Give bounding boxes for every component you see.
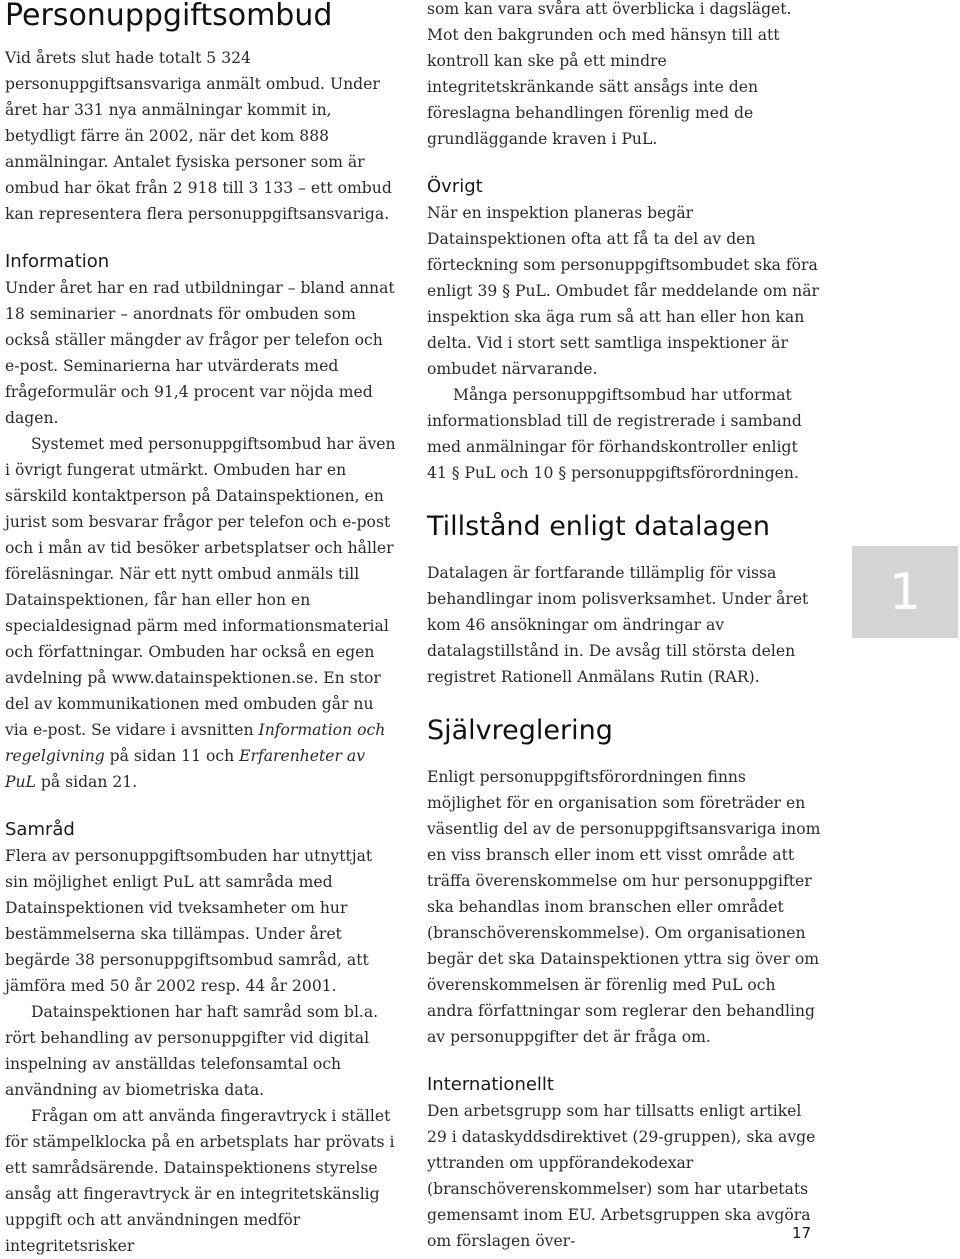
section-title: Personuppgiftsombud: [5, 0, 333, 33]
information-heading: Information: [5, 251, 110, 272]
ovrigt-paragraph-2: Många personuppgiftsombud har utformat informationsblad till de registrerade i samband med anmälningar för förhandskontroller enligt 41 § PuL och 10 § personuppgiftsförordningen.: [427, 386, 802, 482]
chapter-tab: 1: [852, 546, 958, 638]
page-number: 17: [792, 1224, 812, 1242]
information-reference-1: Information och regelgivning: [5, 721, 386, 765]
sjalvreglering-heading: Självreglering: [427, 715, 613, 746]
internationellt-paragraph: Den arbetsgrupp som har tillsatts enligt artikel 29 i dataskyddsdirektivet (29-gruppen), ska avge yttranden om uppförandekodexar (branschöverenskommelser) som har utarbetats gemensamt inom EU. Arbetsgruppen ska avgöra om förslagen över-: [427, 1102, 816, 1250]
internationellt-heading: Internationellt: [427, 1074, 554, 1095]
left-column: [5, 0, 397, 1259]
sjalvreglering-paragraph: Enligt personuppgiftsförordningen finns möjlighet för en organisation som företräder en väsentlig del av de personuppgiftsansvariga inom en viss bransch eller inom ett visst område att träffa överenskommelse om hur personuppgifter ska behandlas inom branschen eller området (branschöverenskommelse). Om organisationen begär det ska Datainspektionen yttra sig över om överenskommelsen är förenlig med PuL och andra författningar som reglerar den behandling av personuppgifter det är fråga om.: [427, 768, 821, 1046]
continued-paragraph: som kan vara svåra att överblicka i dagsläget. Mot den bakgrunden och med hänsyn till att kontroll kan ske på ett mindre integritetskränkande sätt ansågs inte den föreslagna behandlingen förenlig med de grundläggande kraven i PuL.: [427, 0, 792, 148]
tillstand-heading: Tillstånd enligt datalagen: [427, 511, 770, 542]
tillstand-paragraph: Datalagen är fortfarande tillämplig för vissa behandlingar inom polisverksamhet. Under året kom 46 ansökningar om ändringar av datalagstillstånd in. De avsåg till största delen registret Rationell Anmälans Rutin (RAR).: [427, 564, 809, 686]
information-text-end: på sidan 21.: [35, 773, 138, 791]
samrad-heading: Samråd: [5, 819, 75, 840]
ovrigt-paragraph-1: När en inspektion planeras begär Datainspektionen ofta att få ta del av den förteckning som personuppgiftsombudet ska föra enligt 39 § PuL. Ombudet får meddelande om när inspektion ska äga rum så att han eller hon kan delta. Vid i stort sett samtliga inspektioner är ombudet närvarande.: [427, 204, 819, 378]
samrad-paragraph-2: Datainspektionen har haft samråd som bl.a. rört behandling av personuppgifter vid digital inspelning av anställdas telefonsamtal och användning av biometriska data.: [5, 1003, 379, 1099]
information-reference-2: Erfarenheter av PuL: [5, 747, 366, 791]
intro-paragraph: Vid årets slut hade totalt 5 324 personuppgiftsansvariga anmält ombud. Under året har 331 nya anmälningar kommit in, betydligt färre än 2002, när det kom 888 anmälningar. Antalet fysiska personer som är ombud har ökat från 2 918 till 3 133 – ett ombud kan representera flera personuppgiftsansvariga.: [5, 49, 392, 223]
right-column: [427, 0, 822, 1254]
information-paragraph-2: [5, 431, 397, 795]
samrad-paragraph-1: Flera av personuppgiftsombuden har utnyttjat sin möjlighet enligt PuL att samråda med Datainspektionen vid tveksamheter om hur bestämmelserna ska tillämpas. Under året begärde 38 personuppgiftsombud samråd, att jämföra med 50 år 2002 resp. 44 år 2001.: [5, 847, 373, 995]
information-text-mid: på sidan 11 och: [104, 747, 240, 765]
ovrigt-heading: Övrigt: [427, 176, 483, 197]
information-text: Systemet med personuppgiftsombud har även i övrigt fungerat utmärkt. Ombuden har en särskild kontaktperson på Datainspektionen, en jurist som besvarar frågor per telefon och e-post och i mån av tid besöker arbetsplatser och håller föreläsningar. När ett nytt ombud anmäls till Datainspektionen, får han eller hon en specialdesignad pärm med informationsmaterial och författningar. Ombuden har också en egen avdelning på www.datainspektionen.se. En stor del av kommunikationen med ombuden går nu via e-post. Se vidare i avsnitten: [5, 435, 396, 739]
information-paragraph-1: Under året har en rad utbildningar – bland annat 18 seminarier – anordnats för ombuden som också ställer mängder av frågor per telefon och e-post. Seminarierna har utvärderats med frågeformulär och 91,4 procent var nöjda med dagen.: [5, 279, 395, 427]
samrad-paragraph-3: Frågan om att använda fingeravtryck i stället för stämpelklocka på en arbetsplats har prövats i ett samrådsärende. Datainspektionens styrelse ansåg att fingeravtryck är en integritetskänslig uppgift och att användningen medför integritetsrisker: [5, 1107, 395, 1255]
